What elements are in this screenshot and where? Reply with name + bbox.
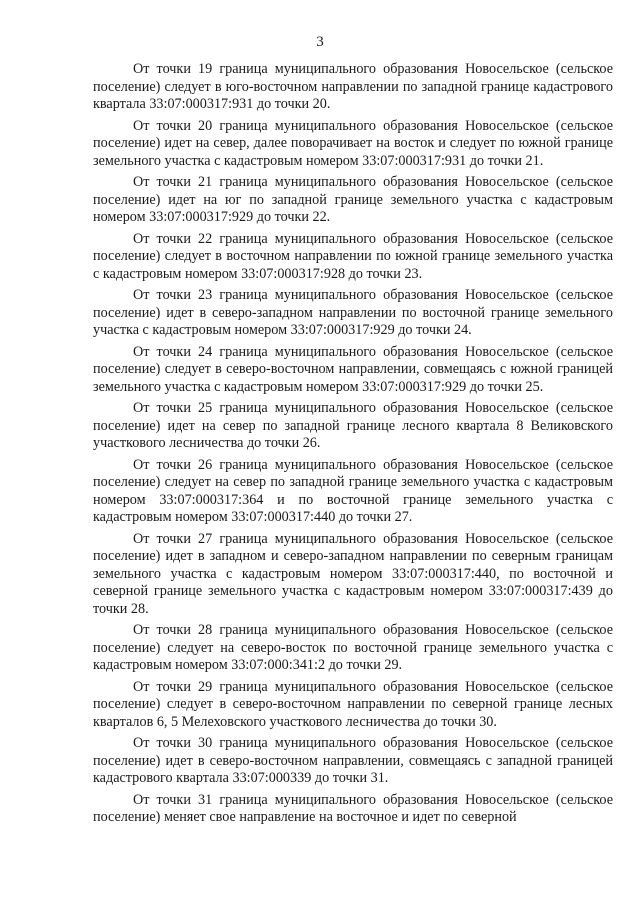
paragraph-point-26: От точки 26 граница муниципального образования Новосельское (сельское поселение) следует на север по западной границе земельного участка с кадастровым номером 33:07:000317:364 и по восточной границе земельного участка с кадастровым номером 33:07:000317:440 до точки 27.: [93, 456, 613, 525]
paragraph-point-27: От точки 27 граница муниципального образования Новосельское (сельское поселение) идет в западном и северо-западном направлении по северным границам земельного участка с кадастровым номером 33:07:000317:440, по восточной и северной границе земельного участка с кадастровым номером 33:07:000317:439 до точки 28.: [93, 530, 613, 617]
paragraph-point-25: От точки 25 граница муниципального образования Новосельское (сельское поселение) идет на север по западной границе лесного квартала 8 Великовского участкового лесничества до точки 26.: [93, 400, 613, 451]
paragraph-point-31: От точки 31 граница муниципального образования Новосельское (сельское поселение) меняет свое направление на восточное и идет по северной: [93, 791, 613, 825]
page-number: 3: [316, 34, 324, 50]
document-body: [93, 61, 613, 831]
paragraph-point-29: От точки 29 граница муниципального образования Новосельское (сельское поселение) следует в северо-восточном направлении по северной границе лесных кварталов 6, 5 Мелеховского участкового лесничества до точки 30.: [93, 678, 613, 730]
paragraph-point-30: От точки 30 граница муниципального образования Новосельское (сельское поселение) идет в северо-восточном направлении, совмещаясь с западной границей кадастрового квартала 33:07:000339 до точки 31.: [93, 735, 613, 786]
paragraph-point-28: От точки 28 граница муниципального образования Новосельское (сельское поселение) следует на северо-восток по восточной границе земельного участка с кадастровым номером 33:07:000:341:2 до точки 29.: [93, 622, 613, 673]
paragraph-point-20: От точки 20 граница муниципального образования Новосельское (сельское поселение) идет на север, далее поворачивает на восток и следует по южной границе земельного участка с кадастровым номером 33:07:000317:931 до точки 21.: [93, 117, 613, 169]
paragraph-point-23: От точки 23 граница муниципального образования Новосельское (сельское поселение) идет в северо-западном направлении по восточной границе земельного участка с кадастровым номером 33:07:000317:929 до точки 24.: [93, 287, 613, 338]
paragraph-point-24: От точки 24 граница муниципального образования Новосельское (сельское поселение) следует в северо-восточном направлении, совмещаясь с южной границей земельного участка с кадастровым номером 33:07:000317:929 до точки 25.: [93, 343, 613, 395]
paragraph-point-21: От точки 21 граница муниципального образования Новосельское (сельское поселение) идет на юг по западной границе земельного участка с кадастровым номером 33:07:000317:929 до точки 22.: [93, 174, 613, 225]
paragraph-point-22: От точки 22 граница муниципального образования Новосельское (сельское поселение) следует в восточном направлении по южной границе земельного участка с кадастровым номером 33:07:000317:928 до точки 23.: [93, 230, 613, 282]
paragraph-point-19: От точки 19 граница муниципального образования Новосельское (сельское поселение) следует в юго-восточном направлении по западной границе кадастрового квартала 33:07:000317:931 до точки 20.: [93, 61, 613, 112]
